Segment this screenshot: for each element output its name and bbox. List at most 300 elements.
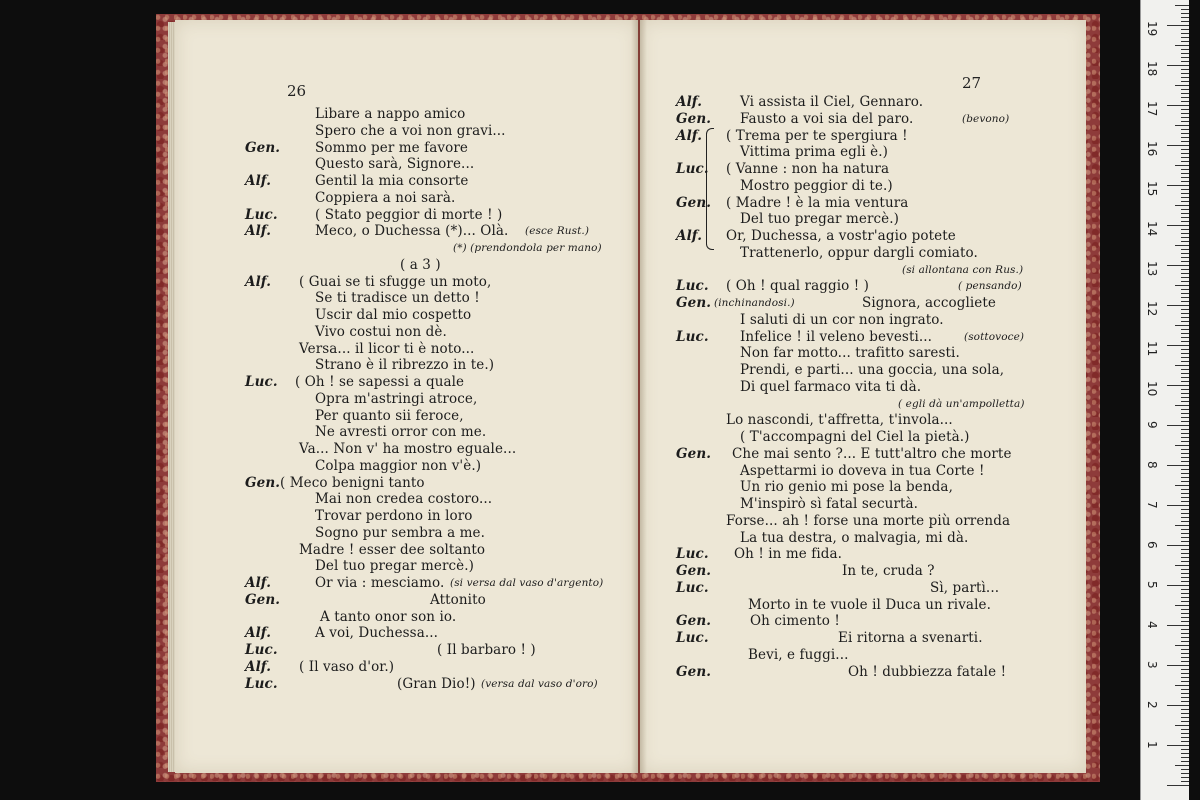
ruler-tick [1181,429,1189,430]
ruler-tick [1181,33,1189,34]
ruler-tick [1181,697,1189,698]
speaker-label: Alf. [676,94,703,110]
ruler-tick [1181,369,1189,370]
ruler-tick [1181,497,1189,498]
verse-line: Sì, partì... [930,579,1000,596]
verse-line: ( Madre ! è la mia ventura [726,194,909,211]
ruler-tick [1181,169,1189,170]
speaker-label: Gen. [676,613,712,630]
ruler-tick [1181,293,1189,294]
verse-line: ( Meco benigni tanto [280,474,425,491]
ruler-tick [1181,657,1189,658]
ruler-tick [1181,417,1189,418]
stage-direction: (si versa dal vaso d'argento) [450,577,604,589]
stage-direction: (esce Rust.) [525,225,590,238]
speaker-label: Luc. [245,374,278,390]
ruler-tick [1181,77,1189,78]
ruler-tick [1181,409,1189,410]
speaker-label: Luc. [676,579,709,596]
speaker-label: Luc. [676,546,709,563]
ruler-tick [1181,301,1189,302]
ruler-tick [1181,113,1189,114]
ruler-tick [1181,437,1189,438]
ruler-tick [1181,133,1189,134]
ruler-tick [1181,773,1189,774]
ruler-tick [1175,205,1189,206]
ruler-tick [1181,493,1189,494]
ruler-tick [1175,325,1189,326]
ruler-number: 1 [1145,741,1159,749]
ruler-number: 17 [1145,101,1159,117]
ruler-tick [1181,221,1189,222]
verse-line: Infelice ! il veleno bevesti... [740,328,933,345]
ruler-tick [1181,609,1189,610]
ruler-tick [1181,537,1189,538]
ruler-tick [1181,101,1189,102]
verse-line: Questo sarà, Signore... [315,156,475,173]
ruler-tick [1181,157,1189,158]
ruler-tick [1181,49,1189,50]
ruler-tick [1167,305,1189,306]
ruler-tick [1181,569,1189,570]
ruler-tick [1181,121,1189,122]
ruler-tick [1167,265,1189,266]
ruler-tick [1181,729,1189,730]
verse-line: Madre ! esser dee soltanto [299,541,486,558]
ruler-tick [1181,289,1189,290]
ruler-tick [1167,65,1189,66]
speaker-label: Alf. [676,228,703,244]
verse-line: Prendi, e parti... una goccia, una sola, [740,362,1005,378]
verse-line: Sommo per me favore [315,139,468,156]
ruler-tick [1181,677,1189,678]
ruler-tick [1181,37,1189,38]
ruler-tick [1181,137,1189,138]
ruler-tick [1167,425,1189,426]
verse-line: Meco, o Duchessa (*)... Olà. [315,223,509,240]
ruler-tick [1175,485,1189,486]
verse-line: ( Trema per te spergiura ! [726,127,908,144]
ruler-tick [1181,217,1189,218]
ruler-tick [1181,549,1189,550]
ruler-tick [1181,109,1189,110]
verse-line: Bevi, e fuggi... [748,646,849,663]
left-page [175,20,638,773]
ruler-tick [1181,749,1189,750]
ruler-tick [1181,317,1189,318]
ruler-tick [1167,345,1189,346]
ruler-tick [1181,201,1189,202]
verse-line: Spero che a voi non gravi... [315,122,506,139]
ruler-tick [1175,245,1189,246]
ruler-tick [1181,753,1189,754]
ruler-tick [1181,541,1189,542]
ruler-tick [1181,269,1189,270]
ruler-tick [1181,177,1189,178]
verse-line: Versa... il licor ti è noto... [299,340,475,357]
ruler-tick [1181,693,1189,694]
ruler-number: 9 [1145,421,1159,429]
ruler-tick [1181,589,1189,590]
ruler-tick [1181,173,1189,174]
ruler-tick [1181,397,1189,398]
ruler-number: 12 [1145,301,1159,317]
ruler-tick [1181,321,1189,322]
ruler-tick [1181,449,1189,450]
ruler-tick [1181,469,1189,470]
ruler-tick [1181,593,1189,594]
ruler-tick [1181,597,1189,598]
book-gutter [631,20,647,773]
verse-line: Per quanto sii feroce, [315,407,464,424]
verse-line: In te, cruda ? [842,563,935,579]
ruler-tick [1167,145,1189,146]
ruler-tick [1181,153,1189,154]
ruler-tick [1181,481,1189,482]
ruler-tick [1181,377,1189,378]
ruler-tick [1181,141,1189,142]
ruler-tick [1181,533,1189,534]
ruler-tick [1181,673,1189,674]
ruler-tick [1181,737,1189,738]
verse-line: Signora, accogliete [862,295,996,311]
speaker-label: Gen. [245,139,281,156]
ruler-tick [1181,389,1189,390]
ruler-tick [1181,229,1189,230]
verse-line: Trovar perdono in loro [315,508,473,524]
ruler-tick [1167,385,1189,386]
ruler-number: 19 [1145,21,1159,37]
ruler-tick [1167,25,1189,26]
ruler-tick [1175,125,1189,126]
ruler-tick [1181,641,1189,642]
ruler-number: 18 [1145,61,1159,77]
verse-line: Di quel farmaco vita ti dà. [740,378,922,395]
ruler-tick [1181,89,1189,90]
ruler-number: 10 [1145,381,1159,397]
stage-direction: (versa dal vaso d'oro) [481,677,598,690]
ruler-tick [1181,13,1189,14]
verse-line: (Gran Dio!) [397,675,476,692]
ruler-number: 14 [1145,221,1159,237]
ruler-tick [1181,61,1189,62]
ruler-tick [1181,297,1189,298]
speaker-label: Alf. [245,575,272,591]
ruler-tick [1167,625,1189,626]
ruler-tick [1175,45,1189,46]
ruler-tick [1181,69,1189,70]
ruler-tick [1181,273,1189,274]
verse-line: ( Il barbaro ! ) [437,642,536,658]
verse-line: Lo nascondi, t'affretta, t'invola... [726,412,953,429]
ruler-tick [1181,761,1189,762]
ruler-tick [1181,53,1189,54]
ruler-tick [1175,605,1189,606]
verse-line: Mostro peggior di te.) [740,177,893,194]
ruler-tick [1181,681,1189,682]
verse-line: Uscir dal mio cospetto [315,307,472,323]
speaker-label: Luc. [245,642,278,658]
ruler-tick [1181,93,1189,94]
ruler-tick [1167,585,1189,586]
speaker-brace [706,128,714,250]
ruler-tick [1167,705,1189,706]
ruler-tick [1181,721,1189,722]
verse-line: Non far motto... trafitto saresti. [740,345,960,362]
verse-line: Trattenerlo, oppur dargli comiato. [740,244,978,261]
verse-line: Fausto a voi sia del paro. [740,110,914,127]
ruler-tick [1167,505,1189,506]
ruler-number: 15 [1145,181,1159,197]
speaker-label: Alf. [245,658,272,675]
page-number-right: 27 [962,74,982,92]
verse-line: Libare a nappo amico [315,106,466,122]
ruler-tick [1181,649,1189,650]
ruler-tick [1175,405,1189,406]
verse-line: ( Oh ! se sapessi a quale [295,374,465,390]
ruler-tick [1175,365,1189,366]
verse-line: Un rio genio mi pose la benda, [740,479,953,496]
ruler-tick [1181,193,1189,194]
ruler-tick [1181,661,1189,662]
ruler-tick [1181,561,1189,562]
speaker-label: Alf. [245,625,272,642]
ruler-tick [1181,281,1189,282]
ruler-tick [1181,521,1189,522]
ruler-tick [1181,29,1189,30]
ruler-tick [1181,513,1189,514]
ruler-tick [1181,777,1189,778]
ruler-tick [1167,465,1189,466]
ruler-number: 8 [1145,461,1159,469]
ruler-tick [1181,529,1189,530]
ruler-tick [1181,241,1189,242]
ruler-tick [1175,765,1189,766]
ruler-tick [1181,653,1189,654]
stage-direction: (bevono) [962,112,1010,125]
ruler-tick [1175,285,1189,286]
speaker-label: Luc. [245,675,278,692]
speaker-label: Gen. [676,295,712,311]
speaker-label: Gen. [676,445,712,462]
verse-line: ( Guai se ti sfugge un moto, [299,273,492,290]
ruler-number: 4 [1145,621,1159,629]
speaker-label: Alf. [245,173,272,189]
ruler-tick [1181,181,1189,182]
stage-direction: (inchinandosi.) [714,297,795,309]
verse-line: Forse... ah ! forse una morte più orrenda [726,512,1011,529]
speaker-label: Gen. [676,110,712,127]
ruler-tick [1175,645,1189,646]
ruler-tick [1181,57,1189,58]
verse-line: La tua destra, o malvagia, mi dà. [740,529,969,546]
stage-direction: (*) (prendondola per mano) [453,242,602,254]
ruler-tick [1181,517,1189,518]
ruler-tick [1181,213,1189,214]
verse-line: Del tuo pregar mercè.) [315,558,475,575]
ruler-tick [1167,545,1189,546]
verse-line: Gentil la mia consorte [315,173,469,189]
verse-line: Coppiera a noi sarà. [315,189,456,206]
verse-line: Colpa maggior non v'è.) [315,457,482,474]
ruler-tick [1181,257,1189,258]
ruler-tick [1181,717,1189,718]
ruler-tick [1181,413,1189,414]
ruler-tick [1181,613,1189,614]
stage-direction: (sottovoce) [964,330,1025,343]
ruler-tick [1181,197,1189,198]
ruler-tick [1181,433,1189,434]
verse-line: Ne avresti orror con me. [315,424,487,441]
ruler-tick [1181,601,1189,602]
verse-line: ( Il vaso d'or.) [299,658,395,675]
verse-line: Morto in te vuole il Duca un rivale. [748,596,991,613]
ruler-tick [1181,509,1189,510]
verse-line: ( Stato peggior di morte ! ) [315,206,503,223]
ruler-tick [1181,9,1189,10]
ruler-tick [1181,381,1189,382]
speaker-label: Luc. [245,206,278,223]
ruler-tick [1181,757,1189,758]
verse-line: A voi, Duchessa... [315,625,439,642]
speaker-label: Luc. [676,161,709,177]
ruler-tick [1181,249,1189,250]
ruler-tick [1167,105,1189,106]
stage-direction: (si allontana con Rus.) [902,263,1024,276]
ruler-tick [1181,633,1189,634]
ruler-tick [1181,557,1189,558]
verse-line: Oh cimento ! [750,613,840,630]
verse-line: Vivo costui non dè. [315,323,447,340]
ruler-tick [1181,769,1189,770]
verse-line: Vittima prima egli è.) [740,144,888,161]
ruler-tick [1167,225,1189,226]
ruler-tick [1181,357,1189,358]
speaker-label: Alf. [245,223,272,240]
ruler-tick [1181,457,1189,458]
verse-line: Sogno pur sembra a me. [315,524,485,541]
ruler-number: 11 [1145,341,1159,357]
ruler-tick [1175,85,1189,86]
ruler-tick [1167,185,1189,186]
ruler-tick [1181,329,1189,330]
ruler-number: 16 [1145,141,1159,157]
ruler-tick [1181,669,1189,670]
verse-line: Va... Non v' ha mostro eguale... [299,441,517,457]
ruler-tick [1181,309,1189,310]
ruler-tick [1175,445,1189,446]
verse-line: A tanto onor son io. [320,608,457,625]
ruler-tick [1181,149,1189,150]
ruler-tick [1181,581,1189,582]
verse-line: Aspettarmi io doveva in tua Corte ! [740,462,985,479]
ruler-tick [1181,21,1189,22]
ruler-tick [1181,637,1189,638]
ruler-number: 7 [1145,501,1159,509]
verse-line: Strano è il ribrezzo in te.) [315,357,495,374]
ruler-tick [1181,117,1189,118]
ruler-tick [1181,81,1189,82]
verse-line: ( T'accompagni del Ciel la pietà.) [740,429,970,445]
verse-line: Or, Duchessa, a vostr'agio potete [726,228,956,244]
ruler-tick [1181,621,1189,622]
ruler-tick [1181,701,1189,702]
verse-line: Se ti tradisce un detto ! [315,290,480,307]
ruler-number: 5 [1145,581,1159,589]
speaker-label: Gen. [676,563,712,579]
verse-line: Mai non credea costoro... [315,491,493,508]
ruler-tick [1181,353,1189,354]
verse-line: Del tuo pregar mercè.) [740,211,900,228]
ruler-tick [1181,477,1189,478]
ruler-tick [1181,349,1189,350]
verse-line: Che mai sento ?... E tutt'altro che morte [732,445,1012,462]
ruler-tick [1181,461,1189,462]
ruler-tick [1181,441,1189,442]
speaker-label: Luc. [676,328,709,345]
ruler-number: 13 [1145,261,1159,277]
ruler-tick [1181,73,1189,74]
ruler-tick [1181,401,1189,402]
ruler-tick [1181,253,1189,254]
ruler-tick [1181,41,1189,42]
speaker-label: Gen. [245,474,281,491]
ruler-tick [1175,685,1189,686]
speaker-label: Luc. [676,278,709,295]
page-number-left: 26 [287,82,307,100]
ruler-tick [1181,373,1189,374]
ruler-tick [1175,725,1189,726]
ruler-tick [1181,97,1189,98]
ruler-tick [1181,709,1189,710]
ruler-tick [1181,233,1189,234]
verse-line: Opra m'astringi atroce, [315,390,478,407]
right-page [640,20,1086,773]
ruler-tick [1175,5,1189,6]
ruler-tick [1181,237,1189,238]
ruler-tick [1181,453,1189,454]
ruler-tick [1181,501,1189,502]
ruler-tick [1181,129,1189,130]
verse-line: ( Oh ! qual raggio ! ) [726,278,870,295]
verse-line: Oh ! dubbiezza fatale ! [848,663,1007,680]
ruler-tick [1175,565,1189,566]
ruler-tick [1181,337,1189,338]
ruler-number: 3 [1145,661,1159,669]
ruler-tick [1181,421,1189,422]
ruler-tick [1181,189,1189,190]
verse-line: Or via : mesciamo. [315,575,445,591]
verse-line: Oh ! in me fida. [734,546,843,563]
verse-line: Ei ritorna a svenarti. [838,630,983,646]
ruler-tick [1181,741,1189,742]
speaker-label: Alf. [676,127,703,144]
speaker-label: Luc. [676,630,709,646]
ruler-tick [1167,665,1189,666]
ruler-tick [1181,577,1189,578]
ruler-tick [1181,781,1189,782]
speaker-label: Gen. [245,591,281,608]
verse-line: Attonito [430,591,486,608]
ruler-tick [1181,313,1189,314]
speaker-label: Gen. [676,663,712,680]
ruler-tick [1181,277,1189,278]
ruler-tick [1181,489,1189,490]
ruler-tick [1167,785,1189,786]
ruler-tick [1181,209,1189,210]
verse-line: ( Vanne : non ha natura [726,161,890,177]
ruler-tick [1181,341,1189,342]
